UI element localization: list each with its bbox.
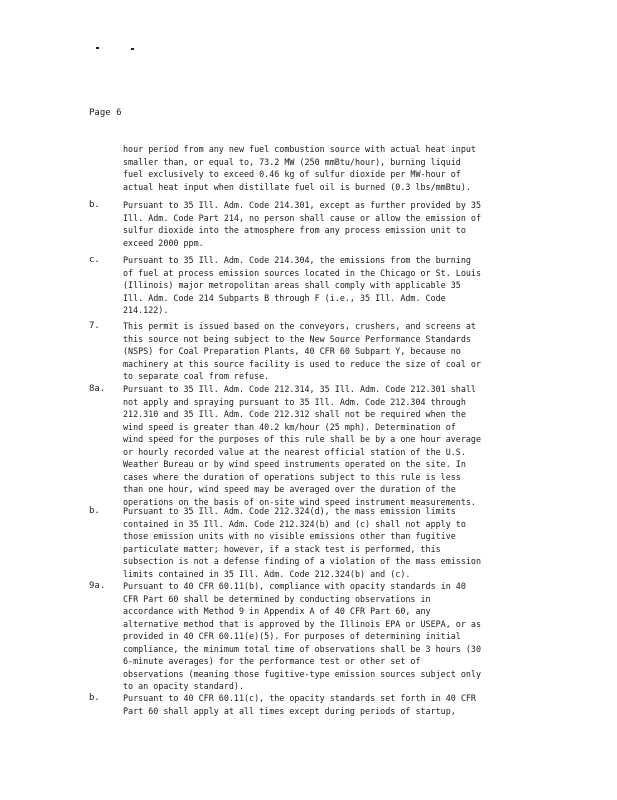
section-label: 9a. [89,581,106,591]
section-label: b. [89,693,100,703]
text-line: cases where the duration of operations subject to this rule is less [123,471,461,482]
text-line: of fuel at process emission sources located in the Chicago or St. Louis [123,267,481,278]
text-line: those emission units with no visible emissions other than fugitive [123,531,456,541]
text-line: fuel exclusively to exceed 0.46 kg of sulfur dioxide per MW-hour of [123,169,461,179]
section-text [123,580,503,693]
text-line: compliance, the minimum total time of observations shall be 3 hours (30 [123,643,481,654]
section-text [123,692,503,717]
text-line: this source not being subject to the New Source Performance Standards [123,333,471,344]
text-line: to separate coal from refuse. [123,371,270,381]
intro-paragraph [123,143,503,193]
section-label: c. [89,255,100,265]
text-line: smaller than, or equal to, 73.2 MW (250 mmBtu/hour), burning liquid [123,156,461,167]
text-line: Ill. Adm. Code 214 Subparts B through F (i.e., 35 Ill. Adm. Code [123,292,446,303]
text-line: exceed 2000 ppm. [123,237,204,248]
text-line: provided in 40 CFR 60.11(e)(5). For purposes of determining initial [123,631,461,641]
text-line: Weather Bureau or by wind speed instruments operated on the site. In [123,459,466,469]
text-line: Pursuant to 40 CFR 60.11(b), compliance with opacity standards in 40 [123,581,466,591]
section-text [123,199,503,249]
text-line: Pursuant to 35 Ill. Adm. Code 214.301, except as further provided by 35 [123,200,481,210]
text-line: CFR Part 60 shall be determined by conducting observations in [123,593,431,604]
text-line: wind speed for the purposes of this rule shall be by a one hour average [123,434,481,444]
text-line: 212.310 and 35 Ill. Adm. Code 212.312 shall not be required when the [123,409,466,419]
text-line: 214.122). [123,305,169,315]
text-line: observations (meaning those fugitive-type emission sources subject only [123,668,481,679]
text-line: wind speed is greater than 40.2 km/hour (25 mph). Determination of [123,421,456,432]
section-text [123,383,503,508]
section-text [123,320,503,383]
text-line: This permit is issued based on the conveyors, crushers, and screens at [123,321,476,331]
text-line: alternative method that is approved by the Illinois EPA or USEPA, or as [123,618,481,629]
section-label: 7. [89,321,100,331]
text-line: actual heat input when distillate fuel oil is burned (0.3 lbs/mmBtu). [123,181,471,192]
text-line: than one hour, wind speed may be averaged over the duration of the [123,484,456,494]
text-line: 6-minute averages) for the performance test or other set of [123,656,421,666]
section-label: 8a. [89,384,106,394]
text-line: Pursuant to 40 CFR 60.11(c), the opacity standards set forth in 40 CFR [123,693,476,703]
text-line: accordance with Method 9 in Appendix A of 40 CFR Part 60, any [123,606,431,616]
text-line: Part 60 shall apply at all times except during periods of startup, [123,705,456,716]
scan-speck [96,47,99,49]
text-line: particulate matter; however, if a stack test is performed, this [123,543,441,554]
section-text [123,254,503,317]
scan-speck [131,48,134,50]
text-line: or hourly recorded value at the nearest official station of the U.S. [123,446,466,457]
text-line: (NSPS) for Coal Preparation Plants, 40 CFR 60 Subpart Y, because no [123,346,461,356]
text-line: subsection is not a defense finding of a violation of the mass emission [123,556,481,566]
text-line: operations on the basis of on-site wind speed instrument measurements. [123,496,476,507]
text-line: limits contained in 35 Ill. Adm. Code 212.324(b) and (c). [123,568,411,579]
text-line: Pursuant to 35 Ill. Adm. Code 212.314, 35 Ill. Adm. Code 212.301 shall [123,384,476,394]
section-label: b. [89,200,100,210]
text-line: Ill. Adm. Code Part 214, no person shall cause or allow the emission of [123,212,481,223]
text-line: not apply and spraying pursuant to 35 Ill. Adm. Code 212.304 through [123,396,466,407]
section-text [123,505,503,580]
text-line: contained in 35 Ill. Adm. Code 212.324(b) and (c) shall not apply to [123,518,466,529]
text-line: machinery at this source facility is used to reduce the size of coal or [123,358,481,369]
text-line: Pursuant to 35 Ill. Adm. Code 214.304, the emissions from the burning [123,255,471,265]
text-line: Pursuant to 35 Ill. Adm. Code 212.324(d), the mass emission limits [123,506,456,516]
section-label: b. [89,506,100,516]
text-line: (Illinois) major metropolitan areas shall comply with applicable 35 [123,280,461,290]
text-line: hour period from any new fuel combustion source with actual heat input [123,144,476,154]
text-line: to an opacity standard). [123,681,245,691]
text-line: sulfur dioxide into the atmosphere from any process emission unit to [123,225,466,235]
page-number: Page 6 [89,108,122,118]
